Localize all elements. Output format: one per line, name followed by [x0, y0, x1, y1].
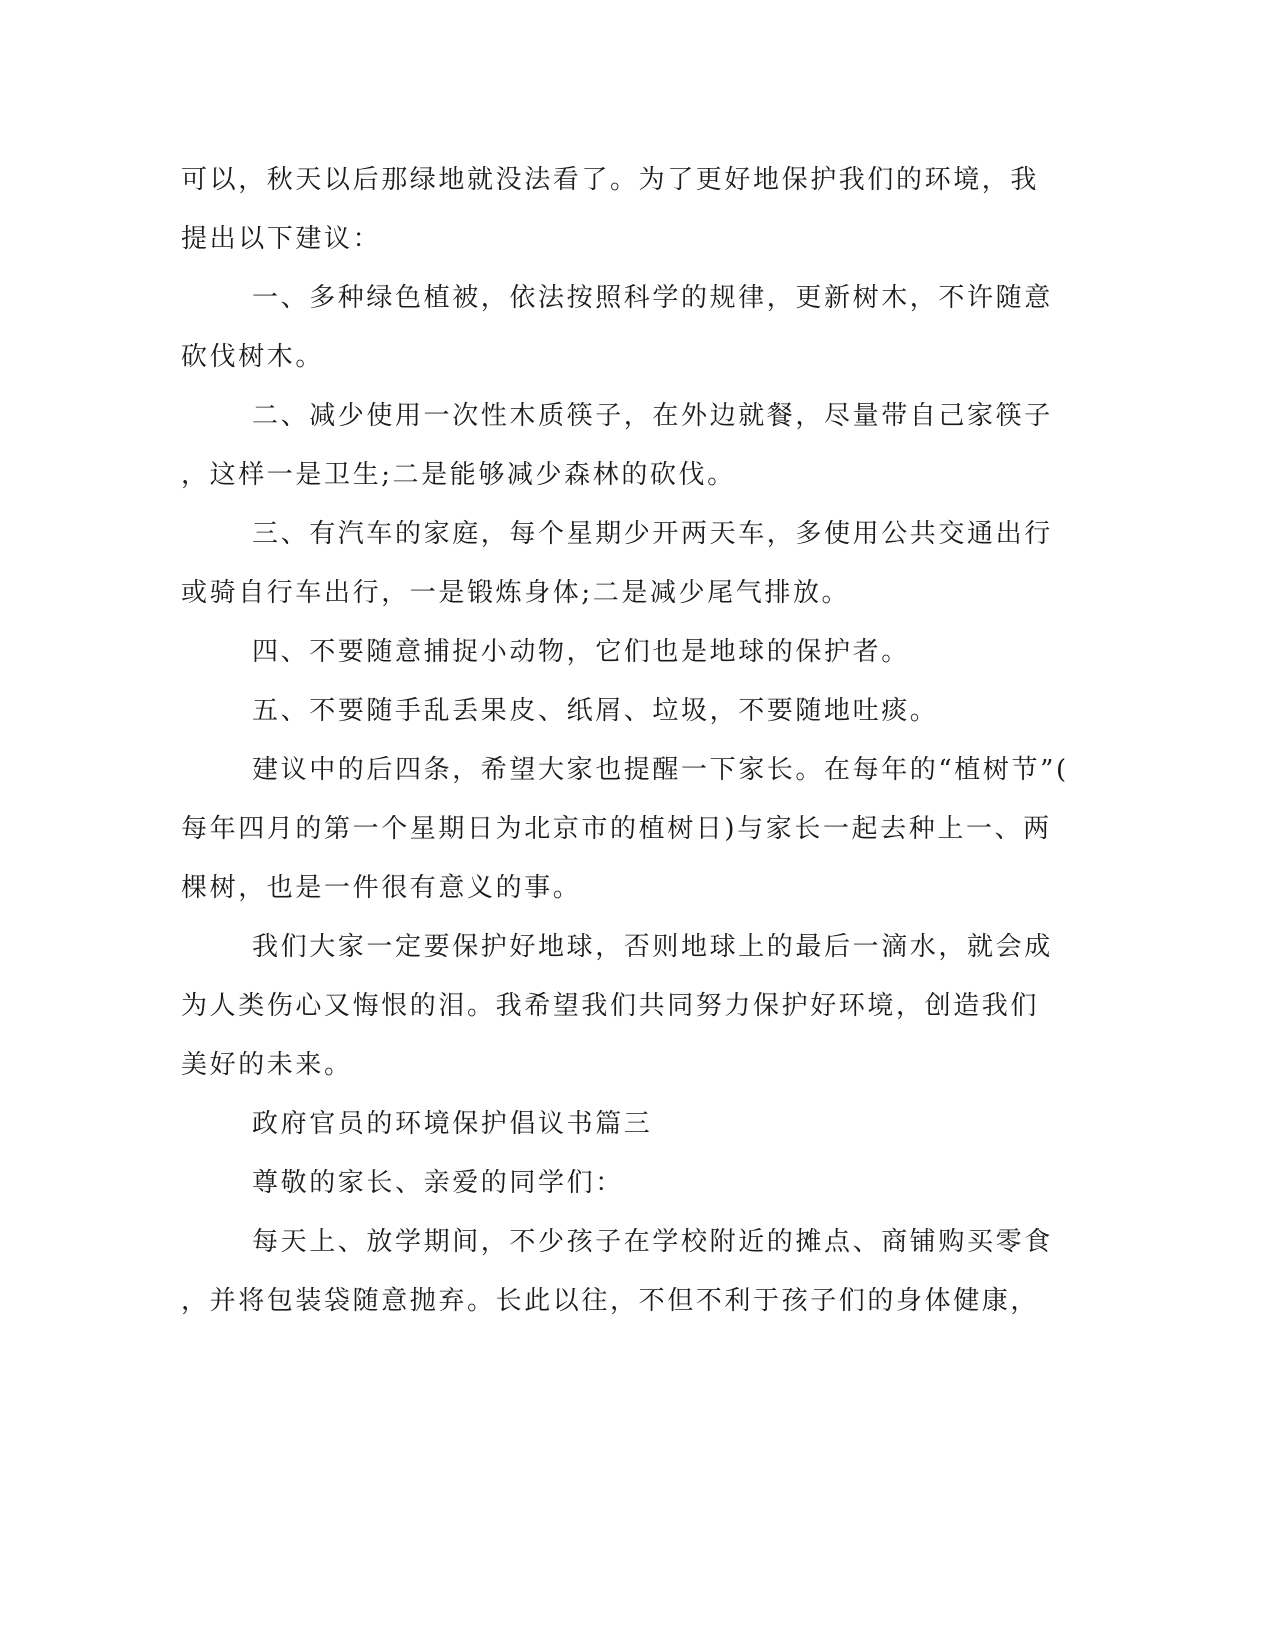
text-line: 为人类伤心又悔恨的泪。我希望我们共同努力保护好环境，创造我们	[181, 991, 1040, 1021]
text-line: 建议中的后四条，希望大家也提醒一下家长。在每年的“植树节”(	[252, 755, 1069, 785]
salutation: 尊敬的家长、亲爱的同学们：	[252, 1168, 624, 1198]
text-line: ，并将包装袋随意抛弃。长此以往，不但不利于孩子们的身体健康，	[181, 1286, 1040, 1316]
text-line: ，这样一是卫生;二是能够减少森林的砍伐。	[181, 460, 736, 490]
text-line: 二、减少使用一次性木质筷子，在外边就餐，尽量带自己家筷子	[252, 401, 1053, 431]
text-line: 我们大家一定要保护好地球，否则地球上的最后一滴水，就会成	[252, 932, 1053, 962]
text-line: 一、多种绿色植被，依法按照科学的规律，更新树木，不许随意	[252, 283, 1053, 313]
text-line: 五、不要随手乱丢果皮、纸屑、垃圾，不要随地吐痰。	[252, 696, 939, 726]
text-line: 每年四月的第一个星期日为北京市的植树日)与家长一起去种上一、两	[181, 814, 1052, 844]
text-line: 棵树，也是一件很有意义的事。	[181, 873, 582, 903]
text-line: 三、有汽车的家庭，每个星期少开两天车，多使用公共交通出行	[252, 519, 1053, 549]
text-line: 四、不要随意捕捉小动物，它们也是地球的保护者。	[252, 637, 910, 667]
text-line: 提出以下建议：	[181, 224, 382, 254]
section-heading: 政府官员的环境保护倡议书篇三	[252, 1109, 653, 1139]
text-line: 可以，秋天以后那绿地就没法看了。为了更好地保护我们的环境，我	[181, 165, 1040, 195]
text-line: 或骑自行车出行，一是锻炼身体;二是减少尾气排放。	[181, 578, 851, 608]
text-line: 砍伐树木。	[181, 342, 325, 372]
text-line: 美好的未来。	[181, 1050, 353, 1080]
text-line: 每天上、放学期间，不少孩子在学校附近的摊点、商铺购买零食	[252, 1227, 1053, 1257]
